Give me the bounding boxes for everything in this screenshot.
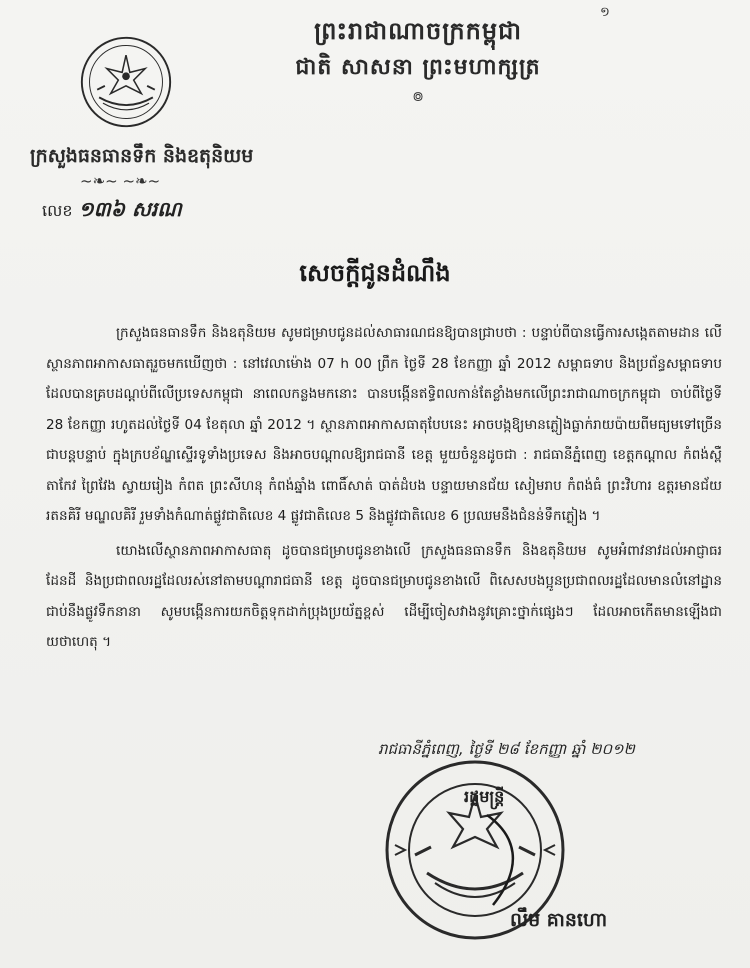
reference-value: ១៣៦ សរណ (78, 197, 182, 221)
signer-title: រដ្ឋមន្ត្រី (464, 787, 505, 806)
paragraph-2: យោងលើស្ថានភាពអាកាសធាតុ ដូចបានជម្រាបជូនខាងលើ ក្រសួងធនធានទឹក និងឧតុនិយម សូមអំពាវនាវដល់អាជ្ញាធរដែនដី និងប្រជាពលរដ្ឋដែលរស់នៅតាមបណ្តារាជធានី ខេត្ត ដូចបានជម្រាបជូនខាងលើ ពិសេសបងប្អូនប្រជាពលរដ្ឋដែលមានលំនៅដ្ឋានជាប់នឹងផ្លូវទឹកនានា សូមបង្កើនការយកចិត្តទុកដាក់ប្រុងប្រយ័ត្នខ្ពស់ ដើម្បីចៀសវាងនូវគ្រោះថ្នាក់ផ្សេងៗ ដែលអាចកើតមានឡើងជាយថាហេតុ ។ (46, 542, 722, 650)
kingdom-title: ព្រះរាជាណាចក្រកម្ពុជា (314, 17, 522, 45)
paragraph-1: ក្រសួងធនធានទឹក និងឧតុនិយម សូមជម្រាបជូនដល់សាធារណជនឱ្យបានជ្រាបថា : បន្ទាប់ពីបានធ្វើការសង្កេតតាមដាន លើស្ថានភាពអាកាសធាតុរួចមកឃើញថា : នៅវេលាម៉ោង 07 h 00 ព្រឹក ថ្ងៃទី 28 ខែកញ្ញា ឆ្នាំ 2012 សម្ពាធទាប និងប្រព័ន្ធសម្ពាធទាប ដែលបានគ្របដណ្តប់ពីលើប្រទេសកម្ពុជា នាពេលកន្លងមកនោះ បានបង្កើនឥទ្ធិពលកាន់តែខ្លាំងមកលើព្រះរាជាណាចក្រកម្ពុជា ចាប់ពីថ្ងៃទី 28 ខែកញ្ញា រហូតដល់ថ្ងៃទី 04 ខែតុលា ឆ្នាំ 2012 ។ ស្ថានភាពអាកាសធាតុបែបនេះ អាចបង្កឱ្យមានភ្លៀងធ្លាក់រាយប៉ាយពីមធ្យមទៅច្រើនជាបន្តបន្ទាប់ ក្នុងក្របខ័ណ្ឌស្ទើរទូទាំងប្រទេស និងអាចបណ្តាលឱ្យរាជធានី ខេត្ត មួយចំនួនដូចជា : រាជធានីភ្នំពេញ ខេត្តកណ្តាល កំពង់ស្ពឺ តាកែវ ព្រៃវែង ស្វាយរៀង កំពត ព្រះសីហនុ កំពង់ឆ្នាំង ពោធិ៍សាត់ បាត់ដំបង បន្ទាយមានជ័យ សៀមរាប កំពង់ធំ ព្រះវិហារ ឧត្តរមានជ័យ រតនគិរី មណ្ឌលគិរី រួមទាំងកំណាត់ផ្លូវជាតិលេខ 4 ផ្លូវជាតិលេខ 5 និងផ្លូវជាតិលេខ 6 ប្រឈមនឹងជំនន់ទឹកភ្លៀង ។ (46, 325, 722, 524)
page-number: ១ (600, 5, 610, 20)
ornament-icon: ៙ (412, 89, 424, 105)
document-body (46, 318, 722, 662)
ministry-name: ក្រសួងធនធានទឹក និងឧតុនិយម (30, 145, 254, 167)
kingdom-motto: ជាតិ សាសនា ព្រះមហាក្សត្រ (295, 55, 541, 80)
kingdom-header (268, 16, 568, 108)
reference-number (42, 196, 182, 226)
ministry-seal-icon (78, 34, 174, 130)
flourish-ornament: ~❧~ ~❧~ (80, 172, 161, 190)
date-line: រាជធានីភ្នំពេញ, ថ្ងៃទី ២៨ ខែកញ្ញា ឆ្នាំ ២០១២ (378, 740, 635, 758)
reference-label: លេខ (42, 201, 73, 220)
signer-name: លឹម គានហោ (510, 909, 608, 931)
document-title: សេចក្តីជូនដំណឹង (299, 259, 451, 287)
